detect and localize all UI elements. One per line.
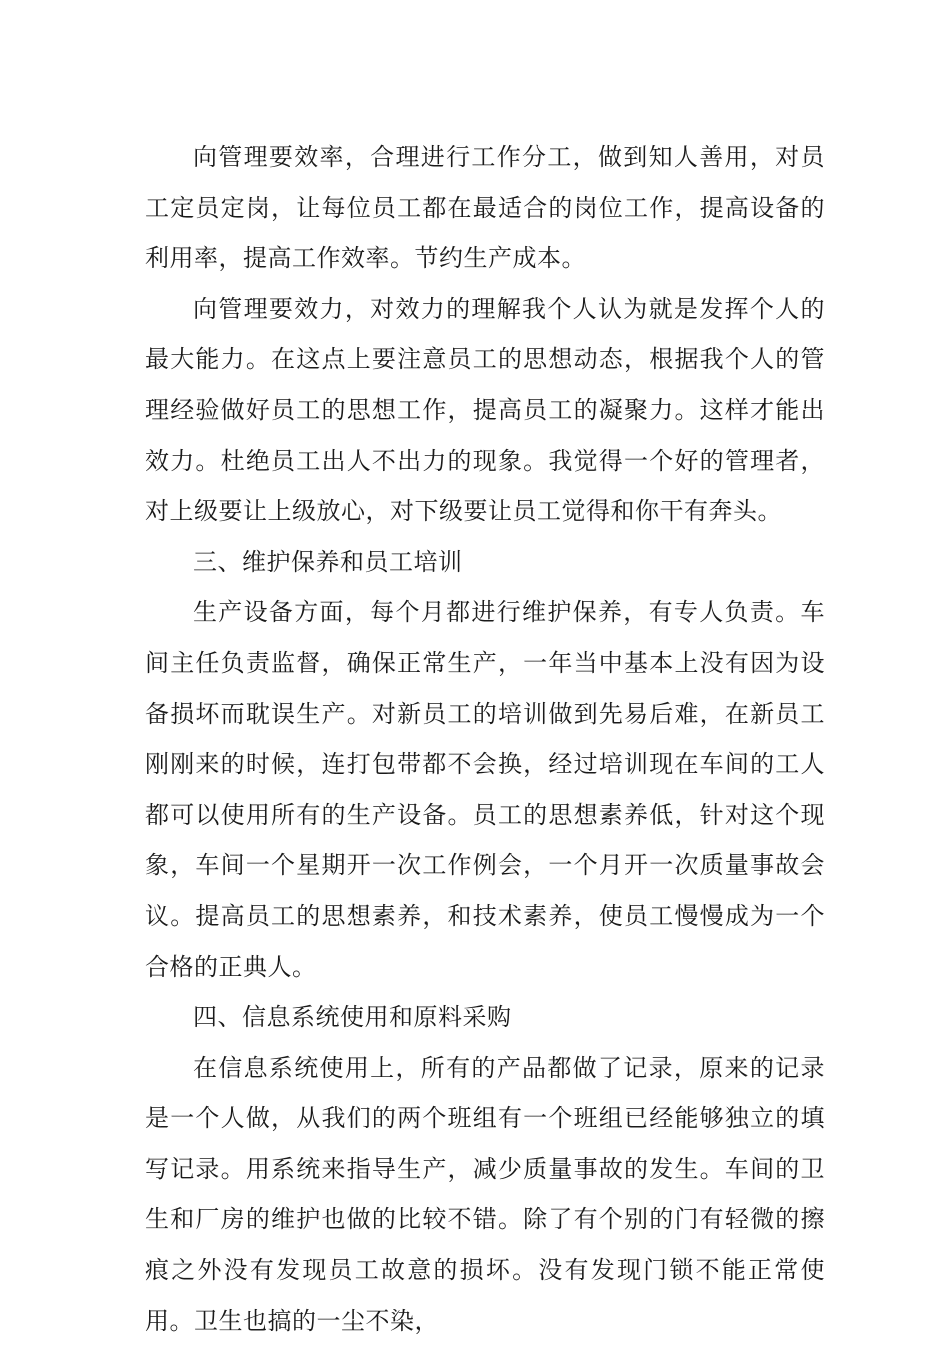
document-body <box>145 132 825 1346</box>
paragraph-effectiveness: 向管理要效力，对效力的理解我个人认为就是发挥个人的最大能力。在这点上要注意员工的思想动态，根据我个人的管理经验做好员工的思想工作，提高员工的凝聚力。这样才能出效力。杜绝员工出人不出力的现象。我觉得一个好的管理者，对上级要让上级放心，对下级要让员工觉得和你干有奔头。 <box>145 294 825 526</box>
paragraph-info-system: 在信息系统使用上，所有的产品都做了记录，原来的记录是一个人做，从我们的两个班组有一个班组已经能够独立的填写记录。用系统来指导生产，减少质量事故的发生。车间的卫生和厂房的维护也做的比较不错。除了有个别的门有轻微的擦痕之外没有发现员工故意的损坏。没有发现门锁不能正常使用。卫生也搞的一尘不染， <box>145 1053 825 1335</box>
paragraph-efficiency: 向管理要效率，合理进行工作分工，做到知人善用，对员工定员定岗，让每位员工都在最适合的岗位工作，提高设备的利用率，提高工作效率。节约生产成本。 <box>145 143 825 273</box>
section-heading-maintenance-training: 三、维护保养和员工培训 <box>193 547 463 576</box>
paragraph-maintenance-training: 生产设备方面，每个月都进行维护保养，有专人负责。车间主任负责监督，确保正常生产，一年当中基本上没有因为设备损坏而耽误生产。对新员工的培训做到先易后难，在新员工刚刚来的时候，连打包带都不会换，经过培训现在车间的工人都可以使用所有的生产设备。员工的思想素养低，针对这个现象，车间一个星期开一次工作例会，一个月开一次质量事故会议。提高员工的思想素养，和技术素养，使员工慢慢成为一个合格的正典人。 <box>145 598 825 981</box>
section-heading-info-system-procurement: 四、信息系统使用和原料采购 <box>193 1003 512 1032</box>
